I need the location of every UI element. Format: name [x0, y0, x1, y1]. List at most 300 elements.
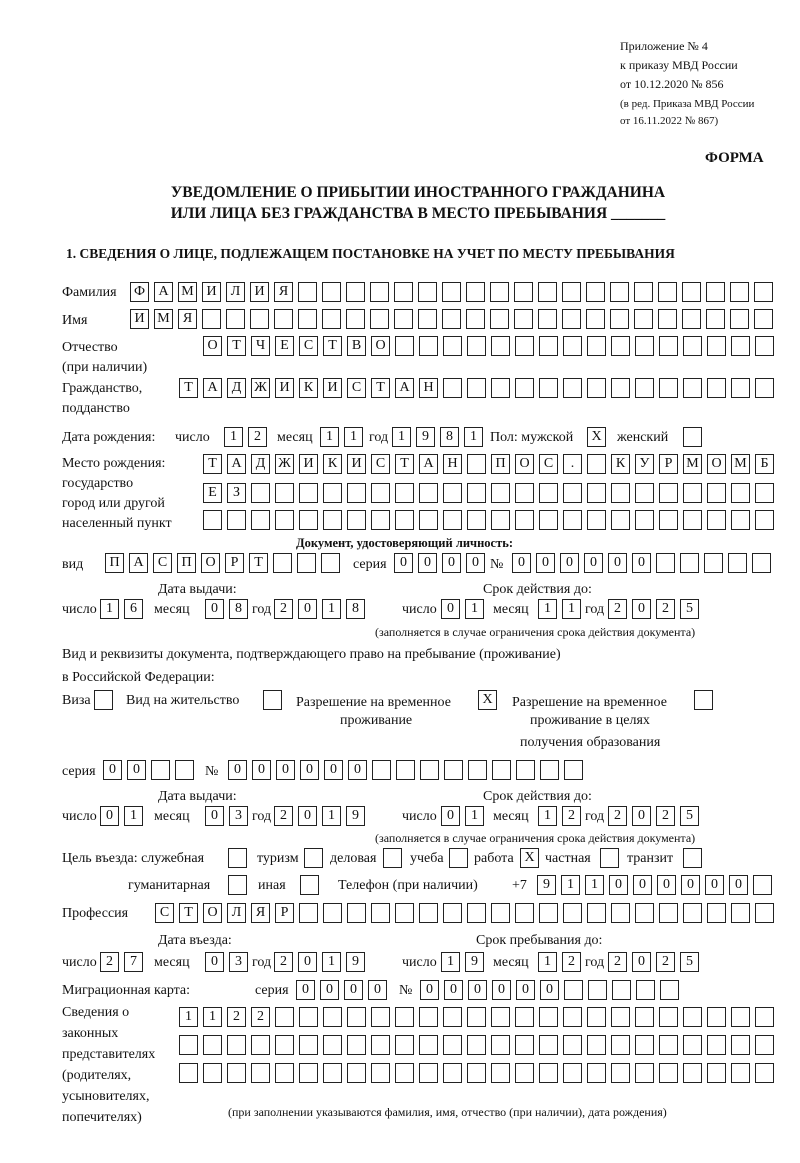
birth-year-cell[interactable]: 1 — [392, 427, 411, 447]
profession-cell[interactable] — [419, 903, 438, 923]
birth-place-1-cell[interactable]: С — [371, 454, 390, 474]
id-series-cell[interactable]: 0 — [418, 553, 437, 573]
surname-cell[interactable]: А — [154, 282, 173, 302]
representatives-2-cell[interactable] — [683, 1035, 702, 1055]
birth-place-3-cell[interactable] — [539, 510, 558, 530]
birth-place-2-cell[interactable] — [563, 483, 582, 503]
stay-number-cell[interactable] — [444, 760, 463, 780]
stay-number-cell[interactable] — [468, 760, 487, 780]
phone-cell[interactable]: 1 — [585, 875, 604, 895]
profession-cell[interactable] — [563, 903, 582, 923]
entry-date-year-cell[interactable]: 0 — [298, 952, 317, 972]
surname-cell[interactable]: И — [202, 282, 221, 302]
name-cell[interactable] — [322, 309, 341, 329]
name-cell[interactable] — [562, 309, 581, 329]
id-valid-year-cell[interactable]: 5 — [680, 599, 699, 619]
citizenship-cell[interactable] — [659, 378, 678, 398]
profession-cell[interactable] — [659, 903, 678, 923]
representatives-2-cell[interactable] — [611, 1035, 630, 1055]
representatives-2-cell[interactable] — [587, 1035, 606, 1055]
representatives-3-cell[interactable] — [491, 1063, 510, 1083]
representatives-1-cell[interactable] — [515, 1007, 534, 1027]
birth-place-2-cell[interactable] — [347, 483, 366, 503]
representatives-2-cell[interactable] — [203, 1035, 222, 1055]
name-cell[interactable]: И — [130, 309, 149, 329]
birth-place-1-cell[interactable]: А — [419, 454, 438, 474]
id-type-cell[interactable] — [321, 553, 340, 573]
representatives-1-cell[interactable]: 1 — [179, 1007, 198, 1027]
migration-series-cell[interactable]: 0 — [368, 980, 387, 1000]
entry-date-month-cell[interactable]: 3 — [229, 952, 248, 972]
name-cell[interactable] — [274, 309, 293, 329]
profession-cell[interactable]: Т — [179, 903, 198, 923]
representatives-3-cell[interactable] — [587, 1063, 606, 1083]
id-type-cell[interactable]: П — [105, 553, 124, 573]
patronymic-cell[interactable] — [587, 336, 606, 356]
patronymic-cell[interactable]: Т — [323, 336, 342, 356]
id-issue-day-cell[interactable]: 1 — [100, 599, 119, 619]
birth-place-3-cell[interactable] — [395, 510, 414, 530]
birth-place-2-cell[interactable] — [707, 483, 726, 503]
patronymic-cell[interactable] — [731, 336, 750, 356]
id-issue-month-cell[interactable]: 0 — [205, 599, 224, 619]
birth-place-3-cell[interactable] — [515, 510, 534, 530]
representatives-1-cell[interactable] — [539, 1007, 558, 1027]
surname-cell[interactable] — [418, 282, 437, 302]
representatives-1-cell[interactable] — [323, 1007, 342, 1027]
stay-until-year-cell[interactable]: 5 — [680, 952, 699, 972]
birth-place-1-cell[interactable]: К — [611, 454, 630, 474]
stay-number-cell[interactable] — [372, 760, 391, 780]
patronymic-cell[interactable] — [563, 336, 582, 356]
surname-cell[interactable] — [514, 282, 533, 302]
citizenship-cell[interactable] — [611, 378, 630, 398]
birth-place-3-cell[interactable] — [347, 510, 366, 530]
representatives-3-cell[interactable] — [707, 1063, 726, 1083]
stay-valid-year-cell[interactable]: 2 — [608, 806, 627, 826]
id-type-cell[interactable] — [273, 553, 292, 573]
birth-place-3-cell[interactable] — [419, 510, 438, 530]
purpose-work-checkbox-cell[interactable]: X — [520, 848, 539, 868]
patronymic-cell[interactable] — [635, 336, 654, 356]
representatives-3-cell[interactable] — [539, 1063, 558, 1083]
profession-cell[interactable] — [323, 903, 342, 923]
birth-place-3-cell[interactable] — [755, 510, 774, 530]
birth-place-2-cell[interactable] — [683, 483, 702, 503]
profession-cell[interactable] — [611, 903, 630, 923]
profession-cell[interactable] — [731, 903, 750, 923]
citizenship-cell[interactable] — [539, 378, 558, 398]
representatives-3-cell[interactable] — [419, 1063, 438, 1083]
id-number-cell[interactable] — [680, 553, 699, 573]
name-cell[interactable] — [754, 309, 773, 329]
stay-number-cell[interactable]: 0 — [300, 760, 319, 780]
birth-place-3-cell[interactable] — [635, 510, 654, 530]
representatives-3-cell[interactable] — [515, 1063, 534, 1083]
representatives-3-cell[interactable] — [275, 1063, 294, 1083]
patronymic-cell[interactable] — [539, 336, 558, 356]
stay-until-month-cell[interactable]: 1 — [538, 952, 557, 972]
surname-cell[interactable] — [346, 282, 365, 302]
birth-place-2-cell[interactable] — [395, 483, 414, 503]
name-cell[interactable] — [346, 309, 365, 329]
migration-number-cell[interactable] — [588, 980, 607, 1000]
patronymic-cell[interactable] — [707, 336, 726, 356]
representatives-3-cell[interactable] — [395, 1063, 414, 1083]
birth-place-2-cell[interactable]: Е — [203, 483, 222, 503]
citizenship-cell[interactable] — [635, 378, 654, 398]
patronymic-cell[interactable] — [515, 336, 534, 356]
stay-valid-day-cell[interactable]: 1 — [465, 806, 484, 826]
birth-place-2-cell[interactable] — [659, 483, 678, 503]
migration-number-cell[interactable] — [636, 980, 655, 1000]
name-cell[interactable] — [250, 309, 269, 329]
id-number-cell[interactable] — [752, 553, 771, 573]
citizenship-cell[interactable] — [731, 378, 750, 398]
name-cell[interactable] — [442, 309, 461, 329]
birth-place-3-cell[interactable] — [731, 510, 750, 530]
id-type-cell[interactable]: П — [177, 553, 196, 573]
representatives-1-cell[interactable] — [299, 1007, 318, 1027]
representatives-1-cell[interactable]: 1 — [203, 1007, 222, 1027]
name-cell[interactable] — [370, 309, 389, 329]
stay-until-year-cell[interactable]: 0 — [632, 952, 651, 972]
stay-valid-year-cell[interactable]: 2 — [656, 806, 675, 826]
citizenship-cell[interactable]: Т — [371, 378, 390, 398]
birth-place-2-cell[interactable]: З — [227, 483, 246, 503]
representatives-1-cell[interactable] — [683, 1007, 702, 1027]
phone-cell[interactable]: 0 — [657, 875, 676, 895]
id-number-cell[interactable]: 0 — [608, 553, 627, 573]
patronymic-cell[interactable]: Т — [227, 336, 246, 356]
citizenship-cell[interactable]: С — [347, 378, 366, 398]
id-type-cell[interactable] — [297, 553, 316, 573]
profession-cell[interactable]: О — [203, 903, 222, 923]
birth-place-3-cell[interactable] — [227, 510, 246, 530]
representatives-2-cell[interactable] — [707, 1035, 726, 1055]
stay-number-cell[interactable] — [396, 760, 415, 780]
birth-place-3-cell[interactable] — [587, 510, 606, 530]
representatives-2-cell[interactable] — [347, 1035, 366, 1055]
representatives-2-cell[interactable] — [635, 1035, 654, 1055]
migration-number-cell[interactable]: 0 — [444, 980, 463, 1000]
birth-place-2-cell[interactable] — [611, 483, 630, 503]
birth-year-cell[interactable]: 9 — [416, 427, 435, 447]
stay-issue-year-cell[interactable]: 9 — [346, 806, 365, 826]
patronymic-cell[interactable] — [611, 336, 630, 356]
birth-place-1-cell[interactable] — [587, 454, 606, 474]
id-issue-year-cell[interactable]: 1 — [322, 599, 341, 619]
representatives-1-cell[interactable] — [491, 1007, 510, 1027]
stay-series-cell[interactable] — [151, 760, 170, 780]
representatives-3-cell[interactable] — [611, 1063, 630, 1083]
representatives-1-cell[interactable] — [275, 1007, 294, 1027]
name-cell[interactable] — [466, 309, 485, 329]
representatives-1-cell[interactable] — [755, 1007, 774, 1027]
id-valid-month-cell[interactable]: 1 — [538, 599, 557, 619]
representatives-2-cell[interactable] — [419, 1035, 438, 1055]
name-cell[interactable] — [658, 309, 677, 329]
name-cell[interactable] — [226, 309, 245, 329]
birth-place-2-cell[interactable] — [467, 483, 486, 503]
name-cell[interactable] — [706, 309, 725, 329]
birth-place-3-cell[interactable] — [467, 510, 486, 530]
patronymic-cell[interactable] — [683, 336, 702, 356]
surname-cell[interactable] — [586, 282, 605, 302]
migration-number-cell[interactable] — [660, 980, 679, 1000]
profession-cell[interactable]: Я — [251, 903, 270, 923]
birth-place-2-cell[interactable] — [755, 483, 774, 503]
representatives-3-cell[interactable] — [731, 1063, 750, 1083]
birth-day-cell[interactable]: 1 — [224, 427, 243, 447]
citizenship-cell[interactable] — [467, 378, 486, 398]
profession-cell[interactable] — [587, 903, 606, 923]
id-number-cell[interactable]: 0 — [632, 553, 651, 573]
surname-cell[interactable] — [658, 282, 677, 302]
migration-series-cell[interactable]: 0 — [296, 980, 315, 1000]
citizenship-cell[interactable] — [683, 378, 702, 398]
representatives-3-cell[interactable] — [467, 1063, 486, 1083]
birth-place-1-cell[interactable]: Т — [395, 454, 414, 474]
stay-issue-year-cell[interactable]: 0 — [298, 806, 317, 826]
citizenship-cell[interactable]: А — [203, 378, 222, 398]
profession-cell[interactable]: Л — [227, 903, 246, 923]
id-type-cell[interactable]: С — [153, 553, 172, 573]
stay-until-day-cell[interactable]: 9 — [465, 952, 484, 972]
entry-date-year-cell[interactable]: 2 — [274, 952, 293, 972]
name-cell[interactable] — [682, 309, 701, 329]
representatives-3-cell[interactable] — [323, 1063, 342, 1083]
representatives-3-cell[interactable] — [179, 1063, 198, 1083]
birth-place-1-cell[interactable]: О — [707, 454, 726, 474]
representatives-3-cell[interactable] — [203, 1063, 222, 1083]
name-cell[interactable]: М — [154, 309, 173, 329]
id-valid-year-cell[interactable]: 2 — [608, 599, 627, 619]
birth-place-1-cell[interactable]: Р — [659, 454, 678, 474]
stay-number-cell[interactable] — [492, 760, 511, 780]
citizenship-cell[interactable]: И — [275, 378, 294, 398]
entry-date-day-cell[interactable]: 7 — [124, 952, 143, 972]
stay-until-year-cell[interactable]: 2 — [608, 952, 627, 972]
birth-place-2-cell[interactable] — [323, 483, 342, 503]
migration-number-cell[interactable]: 0 — [540, 980, 559, 1000]
citizenship-cell[interactable] — [563, 378, 582, 398]
representatives-1-cell[interactable] — [419, 1007, 438, 1027]
representatives-2-cell[interactable] — [731, 1035, 750, 1055]
birth-place-1-cell[interactable]: О — [515, 454, 534, 474]
surname-cell[interactable]: Я — [274, 282, 293, 302]
surname-cell[interactable]: И — [250, 282, 269, 302]
patronymic-cell[interactable] — [419, 336, 438, 356]
id-issue-year-cell[interactable]: 0 — [298, 599, 317, 619]
id-valid-year-cell[interactable]: 0 — [632, 599, 651, 619]
profession-cell[interactable] — [467, 903, 486, 923]
citizenship-cell[interactable] — [587, 378, 606, 398]
birth-place-2-cell[interactable] — [371, 483, 390, 503]
representatives-2-cell[interactable] — [443, 1035, 462, 1055]
stay-issue-month-cell[interactable]: 3 — [229, 806, 248, 826]
birth-place-2-cell[interactable] — [419, 483, 438, 503]
stay-valid-month-cell[interactable]: 1 — [538, 806, 557, 826]
birth-place-2-cell[interactable] — [299, 483, 318, 503]
stay-until-year-cell[interactable]: 2 — [656, 952, 675, 972]
birth-place-2-cell[interactable] — [587, 483, 606, 503]
birth-place-1-cell[interactable]: И — [299, 454, 318, 474]
profession-cell[interactable] — [707, 903, 726, 923]
purpose-business-checkbox-cell[interactable] — [383, 848, 402, 868]
profession-cell[interactable] — [371, 903, 390, 923]
name-cell[interactable] — [202, 309, 221, 329]
profession-cell[interactable] — [491, 903, 510, 923]
citizenship-cell[interactable]: Т — [179, 378, 198, 398]
representatives-3-cell[interactable] — [299, 1063, 318, 1083]
stay-valid-day-cell[interactable]: 0 — [441, 806, 460, 826]
birth-place-1-cell[interactable]: А — [227, 454, 246, 474]
entry-date-month-cell[interactable]: 0 — [205, 952, 224, 972]
name-cell[interactable] — [514, 309, 533, 329]
birth-place-2-cell[interactable] — [515, 483, 534, 503]
name-cell[interactable] — [490, 309, 509, 329]
citizenship-cell[interactable] — [755, 378, 774, 398]
surname-cell[interactable]: Ф — [130, 282, 149, 302]
representatives-2-cell[interactable] — [659, 1035, 678, 1055]
name-cell[interactable]: Я — [178, 309, 197, 329]
entry-date-day-cell[interactable]: 2 — [100, 952, 119, 972]
id-valid-day-cell[interactable]: 0 — [441, 599, 460, 619]
entry-date-year-cell[interactable]: 1 — [322, 952, 341, 972]
surname-cell[interactable] — [298, 282, 317, 302]
id-series-cell[interactable]: 0 — [442, 553, 461, 573]
surname-cell[interactable] — [394, 282, 413, 302]
migration-number-cell[interactable] — [564, 980, 583, 1000]
temp-residence-checkbox-cell[interactable]: X — [478, 690, 497, 710]
representatives-3-cell[interactable] — [227, 1063, 246, 1083]
representatives-1-cell[interactable] — [563, 1007, 582, 1027]
birth-place-1-cell[interactable]: У — [635, 454, 654, 474]
stay-series-cell[interactable]: 0 — [127, 760, 146, 780]
representatives-3-cell[interactable] — [347, 1063, 366, 1083]
citizenship-cell[interactable]: К — [299, 378, 318, 398]
visa-checkbox-cell[interactable] — [94, 690, 113, 710]
stay-issue-year-cell[interactable]: 2 — [274, 806, 293, 826]
name-cell[interactable] — [586, 309, 605, 329]
stay-valid-month-cell[interactable]: 2 — [562, 806, 581, 826]
patronymic-cell[interactable]: Е — [275, 336, 294, 356]
birth-year-cell[interactable]: 8 — [440, 427, 459, 447]
birth-month-cell[interactable]: 1 — [344, 427, 363, 447]
representatives-3-cell[interactable] — [635, 1063, 654, 1083]
representatives-1-cell[interactable]: 2 — [227, 1007, 246, 1027]
purpose-private-checkbox-cell[interactable] — [600, 848, 619, 868]
stay-until-month-cell[interactable]: 2 — [562, 952, 581, 972]
birth-place-1-cell[interactable]: И — [347, 454, 366, 474]
surname-cell[interactable] — [370, 282, 389, 302]
birth-place-1-cell[interactable]: С — [539, 454, 558, 474]
representatives-3-cell[interactable] — [371, 1063, 390, 1083]
birth-place-2-cell[interactable] — [635, 483, 654, 503]
stay-number-cell[interactable] — [540, 760, 559, 780]
citizenship-cell[interactable]: Н — [419, 378, 438, 398]
representatives-1-cell[interactable] — [707, 1007, 726, 1027]
stay-valid-year-cell[interactable]: 5 — [680, 806, 699, 826]
representatives-1-cell[interactable] — [371, 1007, 390, 1027]
representatives-3-cell[interactable] — [755, 1063, 774, 1083]
stay-number-cell[interactable] — [420, 760, 439, 780]
sex-male-checkbox-cell[interactable]: X — [587, 427, 606, 447]
representatives-2-cell[interactable] — [299, 1035, 318, 1055]
representatives-2-cell[interactable] — [395, 1035, 414, 1055]
citizenship-cell[interactable] — [491, 378, 510, 398]
birth-day-cell[interactable]: 2 — [248, 427, 267, 447]
representatives-2-cell[interactable] — [539, 1035, 558, 1055]
name-cell[interactable] — [418, 309, 437, 329]
birth-year-cell[interactable]: 1 — [464, 427, 483, 447]
stay-series-cell[interactable]: 0 — [103, 760, 122, 780]
stay-number-cell[interactable]: 0 — [252, 760, 271, 780]
birth-place-3-cell[interactable] — [251, 510, 270, 530]
name-cell[interactable] — [538, 309, 557, 329]
profession-cell[interactable] — [635, 903, 654, 923]
entry-date-year-cell[interactable]: 9 — [346, 952, 365, 972]
patronymic-cell[interactable]: О — [371, 336, 390, 356]
representatives-3-cell[interactable] — [443, 1063, 462, 1083]
birth-place-1-cell[interactable]: Д — [251, 454, 270, 474]
stay-series-cell[interactable] — [175, 760, 194, 780]
profession-cell[interactable]: С — [155, 903, 174, 923]
representatives-2-cell[interactable] — [467, 1035, 486, 1055]
stay-issue-day-cell[interactable]: 1 — [124, 806, 143, 826]
surname-cell[interactable] — [706, 282, 725, 302]
birth-place-1-cell[interactable]: М — [731, 454, 750, 474]
surname-cell[interactable] — [490, 282, 509, 302]
phone-cell[interactable]: 0 — [705, 875, 724, 895]
birth-place-3-cell[interactable] — [299, 510, 318, 530]
representatives-3-cell[interactable] — [251, 1063, 270, 1083]
patronymic-cell[interactable] — [443, 336, 462, 356]
phone-cell[interactable] — [753, 875, 772, 895]
representatives-2-cell[interactable] — [275, 1035, 294, 1055]
name-cell[interactable] — [298, 309, 317, 329]
birth-place-1-cell[interactable]: Н — [443, 454, 462, 474]
representatives-1-cell[interactable] — [395, 1007, 414, 1027]
purpose-other-checkbox-cell[interactable] — [300, 875, 319, 895]
phone-cell[interactable]: 0 — [681, 875, 700, 895]
migration-number-cell[interactable]: 0 — [468, 980, 487, 1000]
migration-number-cell[interactable]: 0 — [420, 980, 439, 1000]
profession-cell[interactable] — [299, 903, 318, 923]
birth-place-2-cell[interactable] — [443, 483, 462, 503]
id-type-cell[interactable]: А — [129, 553, 148, 573]
surname-cell[interactable] — [634, 282, 653, 302]
stay-number-cell[interactable]: 0 — [276, 760, 295, 780]
birth-place-1-cell[interactable]: Т — [203, 454, 222, 474]
representatives-1-cell[interactable] — [635, 1007, 654, 1027]
representatives-1-cell[interactable] — [731, 1007, 750, 1027]
representatives-2-cell[interactable] — [563, 1035, 582, 1055]
stay-issue-year-cell[interactable]: 1 — [322, 806, 341, 826]
id-type-cell[interactable]: Р — [225, 553, 244, 573]
stay-issue-day-cell[interactable]: 0 — [100, 806, 119, 826]
id-number-cell[interactable]: 0 — [560, 553, 579, 573]
citizenship-cell[interactable]: И — [323, 378, 342, 398]
patronymic-cell[interactable]: Ч — [251, 336, 270, 356]
name-cell[interactable] — [394, 309, 413, 329]
phone-cell[interactable]: 1 — [561, 875, 580, 895]
birth-place-2-cell[interactable] — [491, 483, 510, 503]
patronymic-cell[interactable] — [467, 336, 486, 356]
id-valid-month-cell[interactable]: 1 — [562, 599, 581, 619]
representatives-1-cell[interactable]: 2 — [251, 1007, 270, 1027]
